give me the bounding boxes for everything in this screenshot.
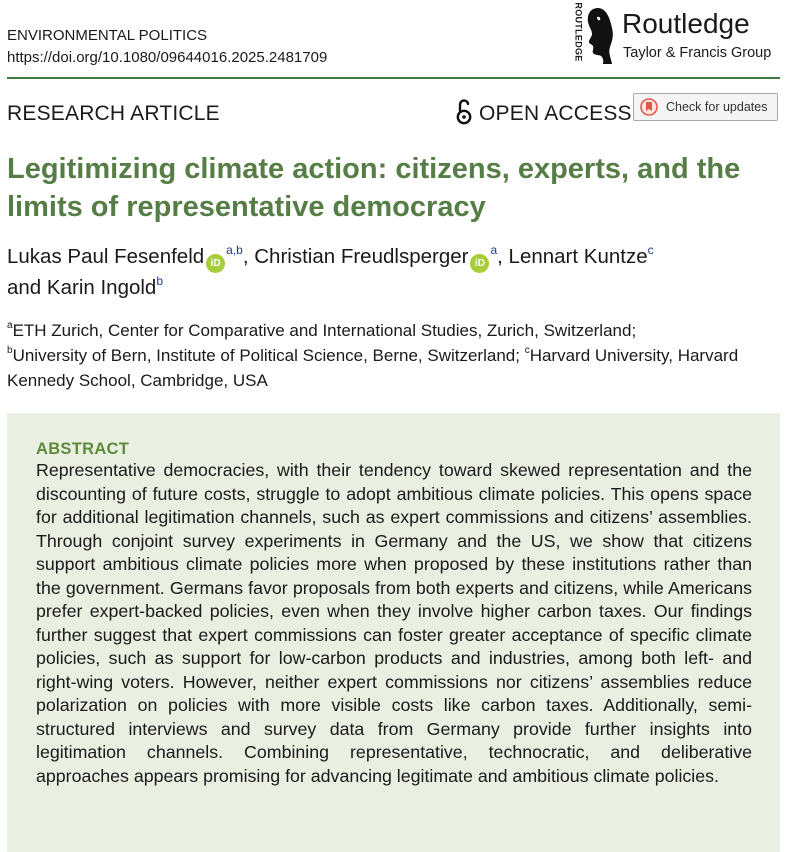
publisher-vertical-mark: ROUTLEDGE: [573, 2, 584, 62]
author-affiliation-mark: b: [156, 274, 164, 289]
author-affiliation-mark: c: [647, 243, 654, 258]
abstract-text: Representative democracies, with their tendency toward skewed representation and the discounting of future costs, struggle to adopt ambitious climate policies. This opens space for additional legitimation channels, such as expert commissions and citizens’ assemblies. Through conjoint survey experiments in Germany and the US, we show that citizens support ambitious climate policies more when proposed by these institutions rather than the government. Germans favor proposals from both experts and citizens, while Americans prefer expert-backed policies, even when they involve higher carbon taxes. Our findings further suggest that expert commissions can foster greater acceptance of specific climate policies, such as support for low-carbon products and industries, among both left- and right-wing voters. However, neither expert commissions nor citizens’ assemblies reduce polarization on policies with more visible costs like carbon taxes. Additionally, semi-structured interviews and survey data from Germany provide further insights into legitimation channels. Combining representative, technocratic, and deliberative approaches appears promising for advancing legitimate and ambitious climate policies.: [36, 460, 752, 786]
affiliation-mark: c: [524, 345, 530, 357]
orcid-icon[interactable]: iD: [470, 254, 489, 273]
check-for-updates-label: Check for updates: [666, 100, 768, 114]
author-list: Lukas Paul Fesenfeld iD$^{a,b}$, Christian Freudlsperger $iD^a$, Lennart Kuntze$^c$ and Karin Ingold$^b$: [7, 243, 654, 299]
affiliation-text: ETH Zurich, Center for Comparative and International Studies, Zurich, Switzerland;: [12, 321, 637, 340]
crossmark-icon: [640, 98, 658, 116]
journal-name: ENVIRONMENTAL POLITICS: [7, 27, 208, 44]
open-access-lock-icon: [456, 99, 472, 125]
publisher-group: Taylor & Francis Group: [623, 45, 772, 61]
affiliation-mark: b: [7, 345, 13, 357]
author-name[interactable]: Christian Freudlsperger: [254, 245, 469, 268]
abstract-box: [7, 413, 780, 852]
author-affiliation-mark: a,b: [226, 243, 243, 258]
article-title: Legitimizing climate action: citizens, experts, and the limits of representative democracy: [7, 153, 741, 223]
affiliation-mark: a: [7, 320, 13, 332]
header-rule: [7, 77, 780, 79]
author-name[interactable]: Karin Ingold: [46, 276, 157, 299]
abstract-heading: ABSTRACT: [36, 440, 130, 458]
check-for-updates-button[interactable]: [633, 93, 778, 121]
open-access-label: OPEN ACCESS: [479, 102, 632, 125]
orcid-icon[interactable]: iD: [206, 254, 225, 273]
author-conjunction: and: [7, 276, 42, 299]
publisher-name: Routledge: [622, 8, 750, 39]
author-name[interactable]: Lukas Paul Fesenfeld: [7, 245, 205, 268]
affiliation-text: University of Bern, Institute of Political Science, Berne, Switzerland;: [12, 346, 520, 365]
affiliation-text: Harvard University, Harvard Kennedy School, Cambridge, USA: [7, 346, 739, 390]
affiliations: [7, 318, 782, 393]
profile-head-icon: [584, 6, 616, 64]
doi-link[interactable]: https://doi.org/10.1080/09644016.2025.2481709: [7, 49, 328, 66]
author-affiliation-mark: a: [490, 243, 498, 258]
author-name[interactable]: Lennart Kuntze: [508, 245, 648, 268]
article-type: RESEARCH ARTICLE: [7, 102, 220, 125]
publisher-logo[interactable]: [572, 4, 784, 66]
